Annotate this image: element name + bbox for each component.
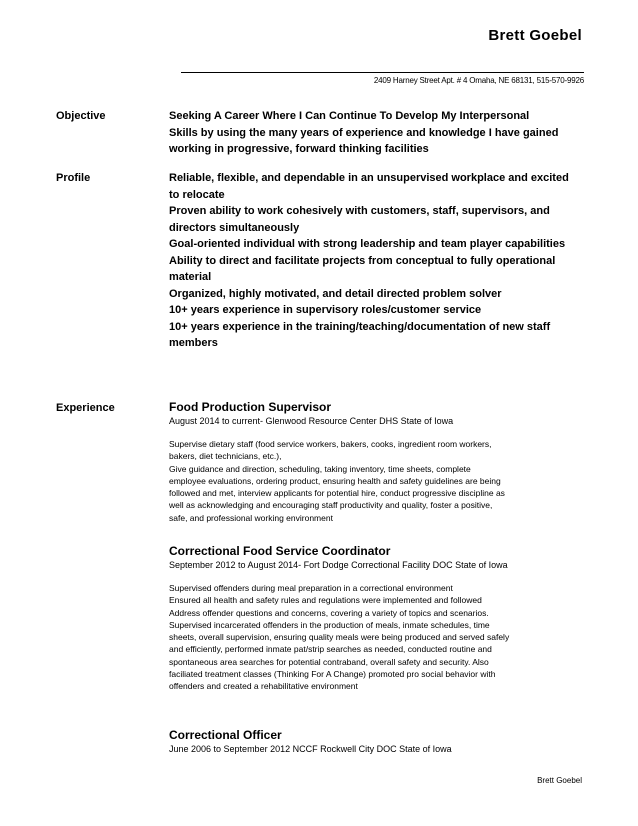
profile-line: Proven ability to work cohesively with customers, staff, supervisors, and	[169, 205, 550, 217]
job-description-line: Ensured all health and safety rules and regulations were implemented and followed	[169, 595, 482, 606]
job-description-line: safe, and professional working environment	[169, 512, 333, 523]
job-dates-employer: September 2012 to August 2014- Fort Dodge Correctional Facility DOC State of Iowa	[169, 560, 508, 570]
job-description-line: bakers, diet technicians, etc.),	[169, 451, 282, 462]
job-entry	[169, 728, 589, 755]
job-title: Food Production Supervisor	[169, 400, 332, 414]
job-description	[169, 438, 589, 524]
job-description-line: employee evaluations, ordering product, ensuring health and safety guidelines are being	[169, 475, 501, 486]
job-description-line: Supervise dietary staff (food service workers, bakers, cooks, ingredient room workers,	[169, 439, 492, 449]
experience-label: Experience	[56, 402, 115, 414]
job-description-line: Supervised offenders during meal preparation in a correctional environment	[169, 583, 453, 593]
profile-line: Goal-oriented individual with strong leadership and team player capabilities	[169, 238, 566, 250]
job-dates-employer: June 2006 to September 2012 NCCF Rockwell City DOC State of Iowa	[169, 744, 452, 754]
job-description-line: Address offender questions and concerns, covering a variety of topics and scenarios.	[169, 607, 489, 618]
profile-line: members	[169, 337, 218, 349]
objective-line: working in progressive, forward thinking facilities	[169, 143, 429, 155]
job-entry	[169, 544, 589, 693]
job-description-line: well as acknowledging and encouraging staff productivity and quality, foster a positive,	[169, 500, 493, 511]
candidate-name: Brett Goebel	[488, 27, 582, 44]
profile-line: 10+ years experience in the training/teaching/documentation of new staff	[169, 320, 551, 333]
page-footer: Brett Goebel	[537, 776, 582, 785]
profile-body	[169, 170, 587, 352]
profile-line: Ability to direct and facilitate projects from conceptual to fully operational	[169, 254, 556, 267]
job-description-line: Give guidance and direction, scheduling, taking inventory, time sheets, complete	[169, 463, 471, 474]
contact-info: 2409 Harney Street Apt. # 4 Omaha, NE 68131, 515-570-9926	[373, 76, 584, 85]
job-description-line: sheets, overall supervision, ensuring quality meals were being produced and served safely	[169, 632, 510, 643]
objective-line: Skills by using the many years of experience and knowledge I have gained	[169, 126, 559, 139]
job-entry	[169, 400, 589, 524]
profile-line: Reliable, flexible, and dependable in an unsupervised workplace and excited	[169, 172, 569, 184]
job-description-line: faciliated treatment classes (Thinking For A Change) promoted pro social behavior with	[169, 669, 496, 680]
objective-body	[169, 108, 587, 158]
header-divider	[181, 72, 584, 73]
profile-line: Organized, highly motivated, and detail directed problem solver	[169, 287, 502, 300]
profile-line: material	[169, 271, 212, 283]
profile-line: 10+ years experience in supervisory roles/customer service	[169, 304, 482, 316]
job-description-line: followed and met, interview applicants for potential hire, conduct progressive discipline as	[169, 488, 505, 499]
objective-line: Seeking A Career Where I Can Continue To Develop My Interpersonal	[169, 110, 530, 122]
profile-line: to relocate	[169, 188, 225, 201]
profile-label: Profile	[56, 172, 91, 184]
profile-line: directors simultaneously	[169, 221, 300, 234]
job-description-line: Supervised incarcerated offenders in the production of meals, inmate schedules, time	[169, 619, 490, 630]
job-title: Correctional Officer	[169, 728, 282, 742]
objective-label: Objective	[56, 110, 106, 122]
job-description-line: and efficiently, performed inmate pat/strip searches as needed, conducted routine and	[169, 644, 492, 655]
job-description	[169, 582, 589, 693]
job-dates-employer: August 2014 to current- Glenwood Resource Center DHS State of Iowa	[169, 416, 454, 426]
job-description-line: offenders and created a rehabilitative environment	[169, 681, 358, 692]
job-title: Correctional Food Service Coordinator	[169, 544, 391, 558]
job-description-line: spontaneous area searches for potential contraband, overall safety and security. Also	[169, 656, 489, 667]
